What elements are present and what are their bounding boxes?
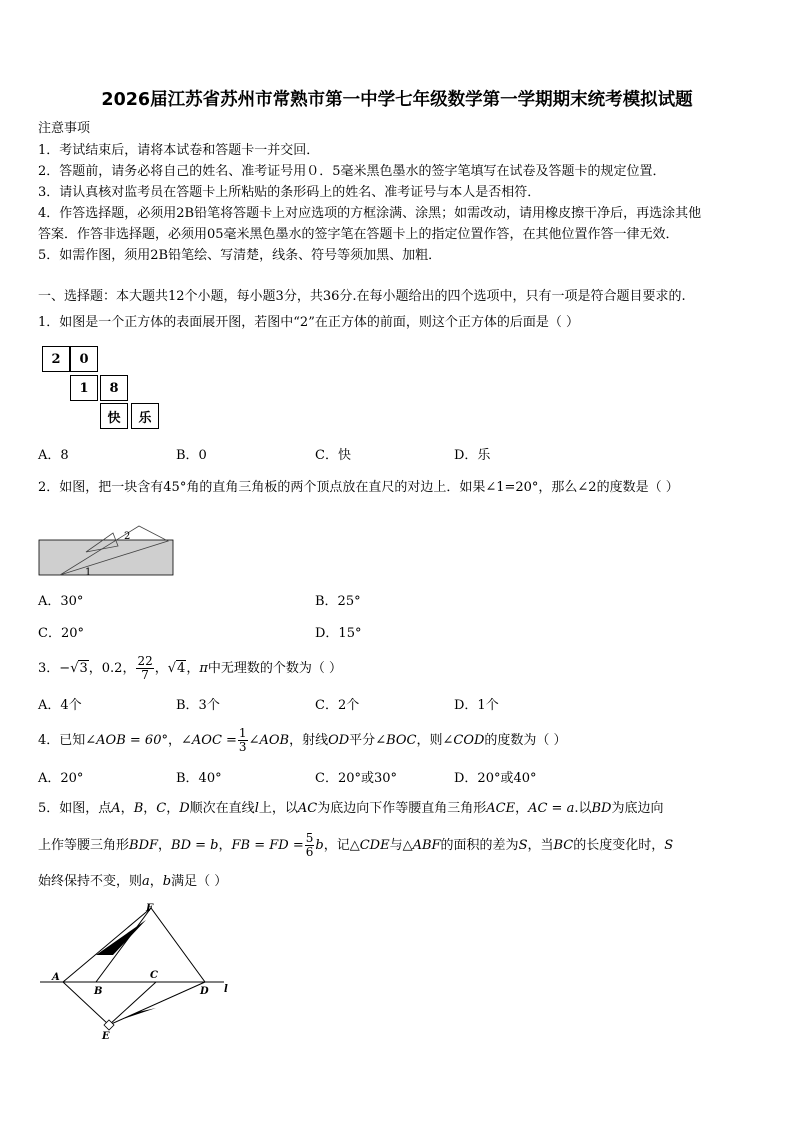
shaded-region-top	[96, 920, 146, 955]
q5-figure	[38, 900, 238, 1040]
label-c: C	[150, 970, 158, 981]
fraction-1-3: $\frac{1}{3}$	[238, 726, 247, 754]
fraction-22-7: $\frac{22}{7}$	[137, 654, 153, 682]
fraction-5-6: $\frac{5}{6}$	[305, 831, 314, 859]
notice-item: 3．请认真核对监考员在答题卡上所粘贴的条形码上的姓名、准考证号与本人是否相符．	[38, 185, 541, 200]
notice-heading: 注意事项	[38, 121, 91, 136]
q1-option-b: B．0	[176, 448, 207, 463]
q3-option-a: A．4个	[38, 698, 82, 713]
notice-item: 5．如需作图，须用2B铅笔绘、写清楚，线条、符号等须加黑、加粗．	[38, 248, 442, 263]
sqrt-3: √3	[70, 661, 88, 676]
q4-option-c: C．20°或30°	[315, 771, 398, 786]
q5-line-1: 5．如图，点A，B，C，D顺次在直线l上，以AC为底边向下作等腰直角三角形ACE，AC = a.以BD为底边向	[38, 801, 664, 816]
angle-2-label: 2	[124, 531, 131, 542]
label-l: l	[224, 984, 228, 995]
notice-item: 答案．作答非选择题，必须用05毫米黑色墨水的签字笔在答题卡上的指定位置作答，在其他位置作答一律无效．	[38, 227, 679, 242]
triangle-ace	[63, 982, 156, 1025]
q4-option-a: A．20°	[38, 771, 84, 786]
q2-option-c: C．20°	[38, 626, 84, 641]
q3-stem: 3．−√3，0.2， $\frac{22}{7}$ ，√4，π中无理数的个数为（ ）	[38, 654, 343, 682]
net-cell: 快	[100, 403, 128, 429]
q3-option-c: C．2个	[315, 698, 360, 713]
net-cell: 2	[42, 346, 70, 372]
q5-line-3: 始终保持不变，则a，b满足（ ）	[38, 874, 228, 889]
label-b: B	[94, 986, 103, 997]
q4-stem: 4．已知∠AOB = 60°，∠AOC = $\frac{1}{3}$ ∠AOB，射线OD平分∠BOC，则∠COD的度数为（ ）	[38, 726, 567, 754]
q3-option-b: B．3个	[176, 698, 220, 713]
q1-option-d: D．乐	[454, 448, 491, 463]
label-d: D	[200, 986, 209, 997]
net-cell: 乐	[131, 403, 159, 429]
q2-option-b: B．25°	[315, 594, 361, 609]
net-cell: 8	[100, 375, 128, 401]
net-cell: 0	[70, 346, 98, 372]
q5-line-2: 上作等腰三角形BDF，BD = b，FB = FD = $\frac{5}{6}$ b，记△CDE与△ABF的面积的差为S，当BC的长度变化时，S	[38, 831, 674, 859]
net-cell: 1	[70, 375, 98, 401]
label-f: F	[146, 903, 154, 914]
notice-item: 1．考试结束后，请将本试卷和答题卡一并交回．	[38, 143, 320, 158]
sqrt-4: √4	[167, 661, 186, 676]
label-e: E	[102, 1031, 110, 1040]
q4-option-d: D．20°或40°	[454, 771, 537, 786]
q2-stem: 2．如图，把一块含有45°角的直角三角板的两个顶点放在直尺的对边上．如果∠1=20°，那么∠2的度数是（ ）	[38, 480, 679, 495]
page-title: 2026届江苏省苏州市常熟市第一中学七年级数学第一学期期末统考模拟试题	[101, 90, 693, 110]
q2-option-d: D．15°	[315, 626, 362, 641]
q3-option-d: D．1个	[454, 698, 499, 713]
section-heading: 一、选择题：本大题共12个小题，每小题3分，共36分.在每小题给出的四个选项中，只有一项是符合题目要求的.	[38, 289, 686, 304]
segment-af	[63, 908, 151, 982]
q4-option-b: B．40°	[176, 771, 222, 786]
q1-stem: 1．如图是一个正方体的表面展开图，若图中“2”在正方体的前面，则这个正方体的后面是（ ）	[38, 315, 579, 330]
notice-item: 4．作答选择题，必须用2B铅笔将答题卡上对应选项的方框涂满、涂黑；如需改动，请用橡皮擦干净后，再选涂其他	[38, 206, 702, 221]
ruler	[39, 540, 173, 575]
q1-option-a: A．8	[38, 448, 69, 463]
q2-figure	[38, 508, 178, 580]
q2-option-a: A．30°	[38, 594, 84, 609]
notice-item: 2．答题前，请务必将自己的姓名、准考证号用０．5毫米黑色墨水的签字笔填写在试卷及答题卡的规定位置．	[38, 164, 666, 179]
angle-1-label: 1	[85, 567, 92, 578]
label-a: A	[52, 972, 60, 983]
q1-option-c: C．快	[315, 448, 351, 463]
